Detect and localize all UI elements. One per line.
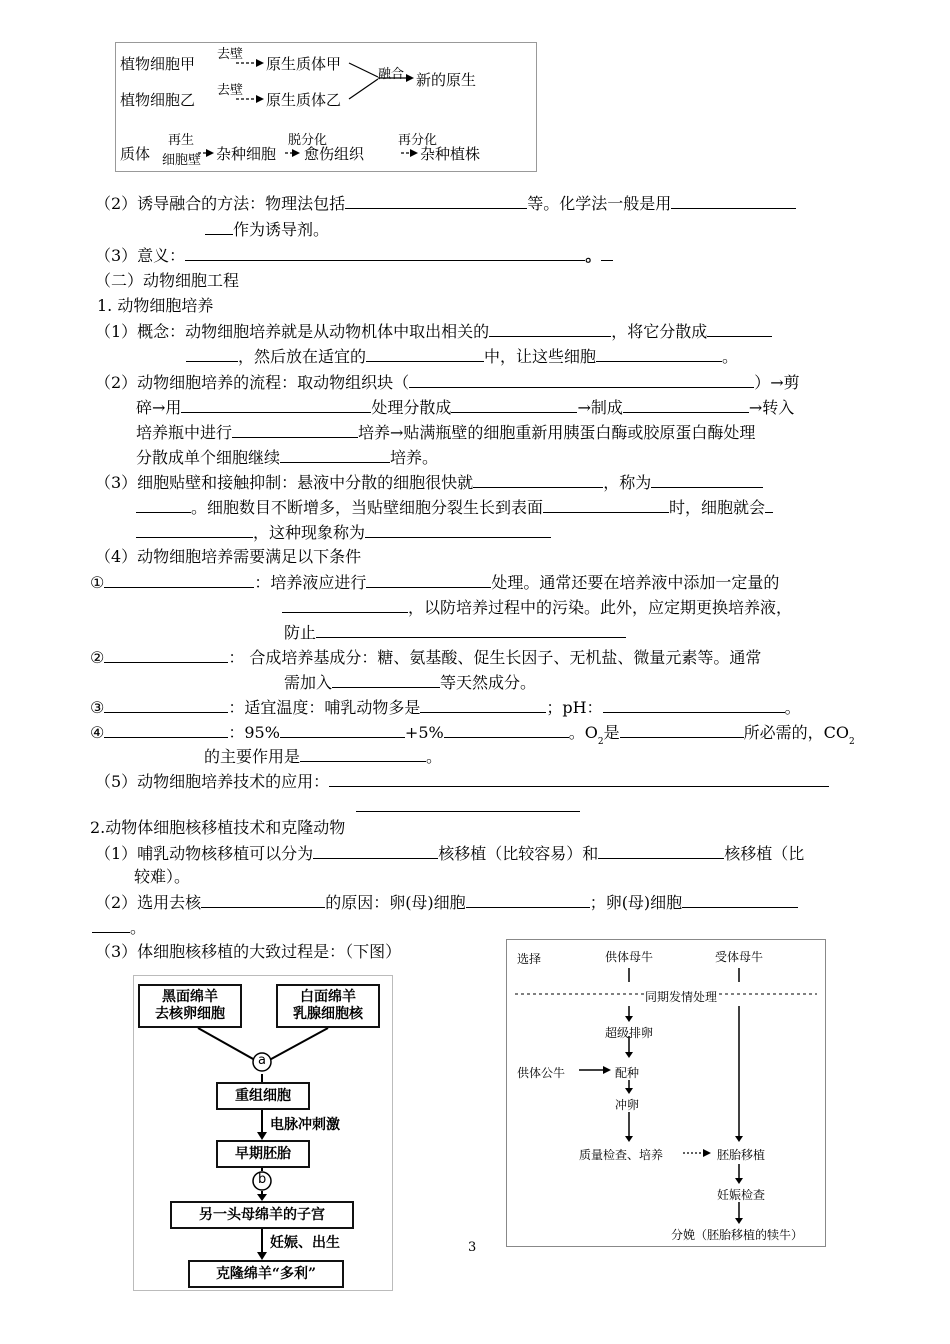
black-face-oocyte-box: 黑面绵羊 去核卵细胞: [138, 984, 242, 1028]
electric-pulse-label: 电脉冲刺激: [270, 1117, 340, 1133]
line-condition-2: ② ： 合成培养基成分：糖、氨基酸、促生长因子、无机盐、微量元素等。通常: [90, 648, 762, 667]
line-nt-types: （1）哺乳动物核移植可以分为 核移植（比较容易）和 核移植（比: [95, 844, 805, 863]
embryo-transfer-figure: [506, 939, 826, 1247]
line-why-oocyte: （2）选用去核 的原因：卵(母)细胞 ；卵(母)细胞: [95, 892, 798, 913]
protoplast-b: 原生质体乙: [266, 91, 342, 109]
white-face-nucleus-box: 白面绵羊 乳腺细胞核: [276, 984, 380, 1028]
line-condition-2b: 需加入 等天然成分。: [284, 673, 537, 692]
fusion-label: 融合: [378, 67, 405, 82]
embryo-transfer-arrows: [507, 940, 825, 1246]
protoplast-a: 原生质体甲: [266, 55, 342, 73]
hybrid-plant: 杂种植株: [420, 145, 481, 163]
new-protoplast: 新的原生: [416, 71, 477, 89]
hybrid-cell: 杂种细胞: [216, 145, 277, 163]
embryo-transfer: 胚胎移植: [717, 1148, 766, 1162]
quality-check: 质量检查、培养: [579, 1148, 664, 1162]
line-adherence: （3）细胞贴壁和接触抑制：悬液中分散的细胞很快就 ，称为: [95, 472, 763, 493]
line-application-2: [356, 796, 580, 817]
recombined-cell-box: 重组细胞: [216, 1082, 310, 1110]
line-significance: （3）意义： 。: [95, 245, 613, 266]
dolly-box: 克隆绵羊“多利”: [188, 1260, 344, 1288]
protoplast-end: 质体: [120, 145, 151, 163]
line-application: （5）动物细胞培养技术的应用：: [95, 771, 829, 792]
select-label: 选择: [517, 952, 542, 966]
line-inducer: 作为诱导剂。: [205, 219, 329, 240]
section-animal-cell-culture: 1. 动物细胞培养: [97, 296, 214, 315]
line-nt-types-2: 较难）。: [134, 867, 191, 886]
line-condition-3: ③ ：适宜温度：哺乳动物多是 ；pH： 。: [90, 698, 801, 717]
superovulation: 超级排卵: [605, 1026, 654, 1040]
sync-estrus: 同期发情处理: [645, 990, 718, 1004]
plant-fusion-figure: [115, 42, 537, 172]
plant-cell-b: 植物细胞乙: [120, 91, 196, 109]
pregnancy-birth-label: 妊娠、出生: [270, 1235, 340, 1251]
line-why-oocyte-2: 。: [92, 917, 146, 938]
circle-b-label: b: [258, 1172, 267, 1187]
line-adherence-2: 。细胞数目不断增多，当贴壁细胞分裂生长到表面 时，细胞就会: [136, 497, 773, 518]
line-condition-1b: ，以防培养过程中的污染。此外，应定期更换培养液，: [282, 597, 792, 618]
remove-wall-a: 去壁: [217, 47, 244, 62]
uterus-box: 另一头母绵羊的子宫: [170, 1201, 354, 1229]
birth-calf: 分娩（胚胎移植的犊牛）: [671, 1228, 804, 1242]
regen-label-2: 细胞壁: [162, 153, 202, 168]
mating: 配种: [615, 1066, 640, 1080]
early-embryo-box: 早期胚胎: [216, 1140, 310, 1168]
line-process-4: 分散成单个细胞继续 培养。: [136, 448, 439, 467]
line-condition-4: ④ ：95% +5% 。$O_2$是 所必需的，$CO_2$: [90, 723, 855, 747]
rediff-label: 再分化: [398, 133, 438, 148]
callus: 愈伤组织: [304, 145, 365, 163]
line-concept-2: ，然后放在适宜的 中，让这些细胞 。: [186, 346, 738, 367]
regen-label-1: 再生: [168, 133, 195, 148]
line-condition-4b: 的主要作用是 。: [204, 747, 443, 766]
line-concept: （1）概念：动物细胞培养就是从动物机体中取出相关的 ，将它分散成: [95, 321, 772, 342]
line-process-3: 培养瓶中进行 培养→贴满瓶壁的细胞重新用胰蛋白酶或胶原蛋白酶处理: [136, 423, 756, 442]
donor-cow: 供体母牛: [605, 950, 654, 964]
remove-wall-b: 去壁: [217, 83, 244, 98]
circle-a-label: a: [258, 1053, 266, 1068]
line-process-2: 碎→用 处理分散成 →制成 →转入: [136, 398, 795, 417]
cloning-figure: [133, 975, 393, 1291]
recipient-cow: 受体母牛: [715, 950, 764, 964]
plant-cell-a: 植物细胞甲: [120, 55, 196, 73]
line-process-figure-caption: （3）体细胞核移植的大致过程是：（下图）: [95, 942, 402, 961]
donor-bull: 供体公牛: [517, 1066, 566, 1080]
line-condition-1c: 防止: [284, 622, 626, 643]
section-nuclear-transfer: 2.动物体细胞核移植技术和克隆动物: [90, 818, 346, 837]
line-adherence-3: ，这种现象称为: [136, 522, 551, 543]
line-condition-1: ① ：培养液应进行 处理。通常还要在培养液中添加一定量的: [90, 573, 780, 592]
page-number: 3: [468, 1240, 477, 1255]
pregnancy-check: 妊娠检查: [717, 1188, 766, 1202]
dediff-label: 脱分化: [288, 133, 328, 148]
section-animal-cell-engineering: （二）动物细胞工程: [95, 271, 240, 290]
line-fusion-methods: （2）诱导融合的方法：物理法包括 等。化学法一般是用: [95, 193, 796, 214]
flush-eggs: 冲卵: [615, 1098, 640, 1112]
line-conditions: （4）动物细胞培养需要满足以下条件: [95, 547, 362, 566]
line-process: （2）动物细胞培养的流程：取动物组织块（ ）→剪: [95, 373, 800, 392]
